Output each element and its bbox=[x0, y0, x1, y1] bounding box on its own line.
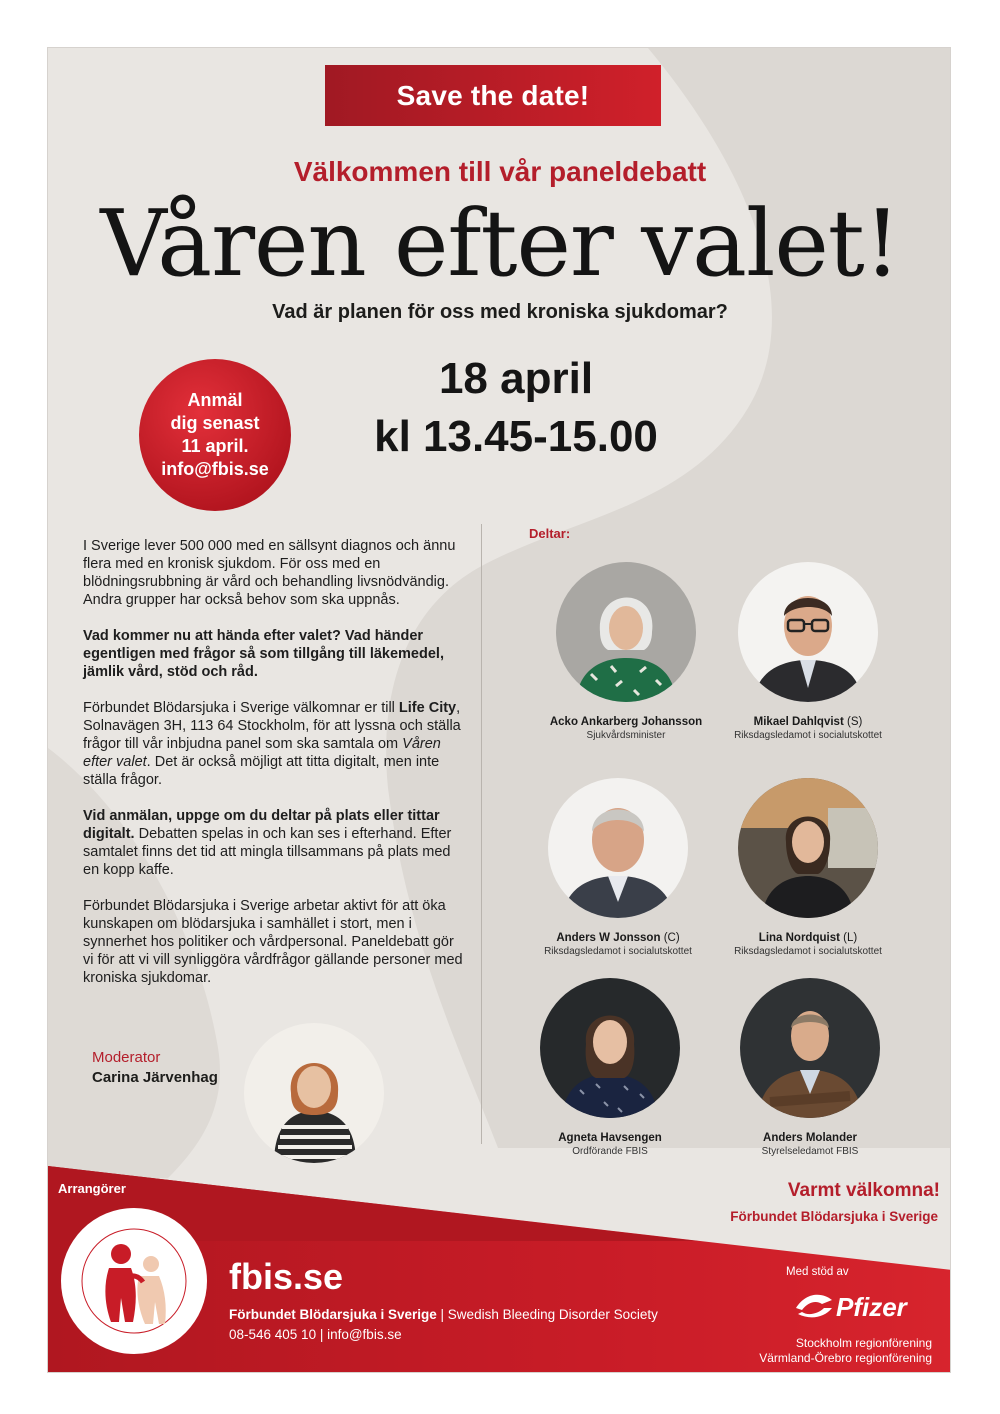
paragraph-intro: I Sverige lever 500 000 med en sällsynt diagnos och ännu flera med en kronisk sjukdom. För oss med en blödningsrubbning är vård och behandling livsnödvändig. Andra grupper har också behov som ska uppnås. bbox=[83, 538, 456, 608]
event-date: 18 april bbox=[438, 354, 594, 403]
panelist-name: Lina Nordquist (L) bbox=[758, 932, 858, 944]
save-the-date-banner: Save the date! bbox=[325, 65, 661, 126]
website-link[interactable]: fbis.se bbox=[229, 1256, 344, 1297]
subtitle: Vad är planen för oss med kroniska sjukdomar? bbox=[272, 301, 728, 323]
contact-info: 08-546 405 10 | info@fbis.se bbox=[229, 1327, 402, 1342]
paragraph-mission: Förbundet Blödarsjuka i Sverige arbetar aktivt för att öka kunskapen om blödarsjuka i samhället i stort, men i synnerhet hos politiker och vårdpersonal. Paneldebatt gör vi för att vi vill synliggöra vårdfrågor gällande personer med kroniska sjukdomar. bbox=[83, 898, 463, 986]
signup-line-1: Anmäl bbox=[187, 390, 243, 410]
panelist-name: Anders Molander bbox=[763, 1132, 857, 1144]
panelist-role: Styrelseledamot FBIS bbox=[761, 1146, 859, 1157]
paragraph-questions: Vad kommer nu att hända efter valet? Vad händer egentligen med frågor så som tillgång till läkemedel, jämlik vård, stöd och råd. bbox=[83, 628, 444, 680]
panelist-name: Agneta Havsengen bbox=[558, 1132, 662, 1144]
panelist-name: Acko Ankarberg Johansson bbox=[549, 716, 703, 728]
sponsor-label: Med stöd av bbox=[786, 1266, 849, 1278]
moderator-label: Moderator bbox=[92, 1049, 161, 1066]
panelist-name: Anders W Jonsson (C) bbox=[556, 932, 680, 944]
panelist-role: Ordförande FBIS bbox=[572, 1146, 648, 1157]
pfizer-logo-icon bbox=[792, 1286, 922, 1326]
signup-line-3: 11 april. bbox=[181, 436, 249, 456]
signup-line-2: dig senast bbox=[170, 413, 260, 433]
event-poster bbox=[47, 47, 951, 1373]
panelist-role: Sjukvårdsminister bbox=[586, 730, 666, 741]
organizers-label: Arrangörer bbox=[58, 1181, 126, 1196]
sponsor-logo bbox=[792, 1286, 922, 1326]
paragraph-signup-info: Vid anmälan, uppge om du deltar på plats eller tittar digitalt. Debatten spelas in och kan ses i efterhand. Efter samtalet finns det tid att mingla tillsammans på plats med en kopp kaffe. bbox=[83, 808, 452, 878]
moderator-name: Carina Järvenhag bbox=[92, 1069, 218, 1086]
panel-label: Deltar: bbox=[529, 526, 571, 541]
fbis-logo bbox=[59, 1206, 209, 1356]
sponsor-region-1: Stockholm regionförening bbox=[795, 1336, 932, 1350]
sponsor-region-2: Värmland-Örebro regionförening bbox=[759, 1351, 932, 1365]
organizer-line: Förbundet Blödarsjuka i Sverige | Swedish Bleeding Disorder Society bbox=[229, 1307, 658, 1322]
welcome-closing: Varmt välkomna! bbox=[787, 1180, 940, 1201]
welcome-heading: Välkommen till vår paneldebatt bbox=[293, 156, 707, 187]
panelist-name: Mikael Dahlqvist (S) bbox=[753, 716, 863, 728]
signup-email[interactable]: info@fbis.se bbox=[161, 459, 269, 479]
svg-text:Pfizer: Pfizer bbox=[836, 1292, 907, 1322]
page-title: Våren efter valet! bbox=[100, 190, 900, 297]
panelist-role: Riksdagsledamot i socialutskottet bbox=[544, 946, 692, 957]
event-time: kl 13.45-15.00 bbox=[374, 412, 658, 461]
paragraph-venue: Förbundet Blödarsjuka i Sverige välkomnar er till Life City, Solnavägen 3H, 113 64 Stockholm, för att lyssna och ställa frågor till vår inbjudna panel som ska samtala om Våren efter valet. Det är också möjligt att titta digitalt, men inte ställa frågor. bbox=[83, 700, 461, 788]
footer-band bbox=[48, 48, 951, 1373]
organizer-name: Förbundet Blödarsjuka i Sverige bbox=[730, 1209, 938, 1224]
panelist-role: Riksdagsledamot i socialutskottet bbox=[734, 730, 882, 741]
panelist-role: Riksdagsledamot i socialutskottet bbox=[734, 946, 882, 957]
